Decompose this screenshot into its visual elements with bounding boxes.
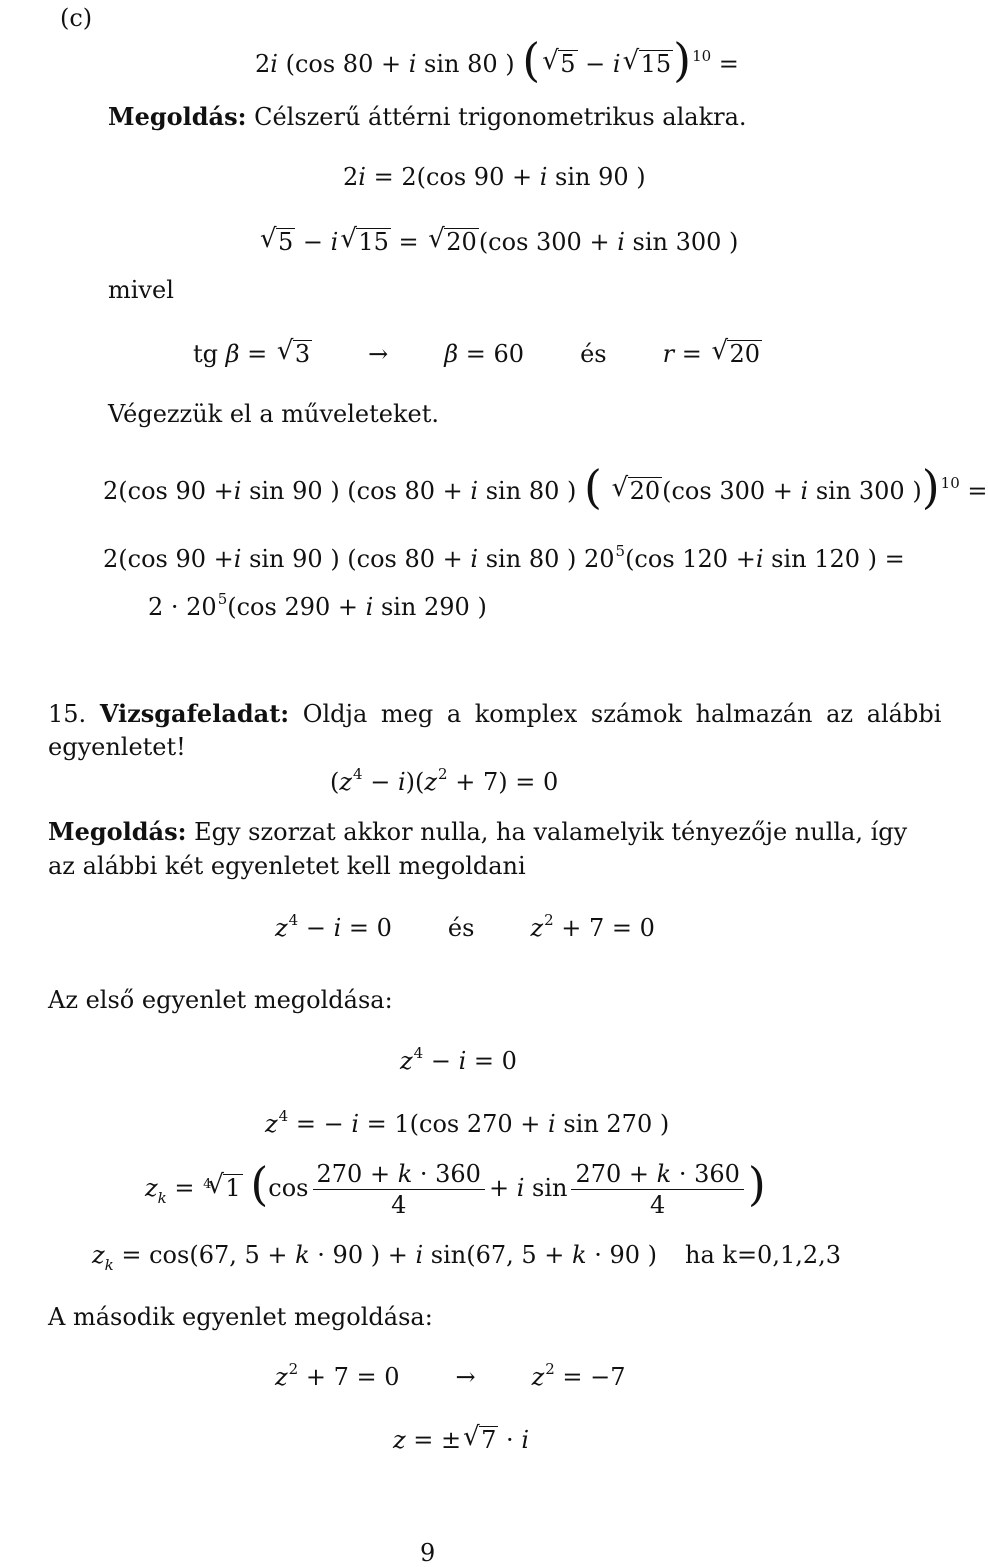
task-label: Vizsgafeladat: [99,699,290,728]
equation-first: $z^4 - i = 0$ [400,1044,517,1075]
equation-c-task: 2i (cos 80 + i sin 80 ) (√ 5 − i√ 15)$^{10}$ = [255,42,739,81]
solution-15 [48,818,907,846]
equation-tg: tg β = √ 3 → β = 60 és r = √ 20 [193,340,762,368]
task-15 [48,700,941,728]
solution-label-15: Megoldás: [48,817,187,846]
equation-product-2: 2(cos 90 +i sin 90 ) (cos 80 + i sin 80 ) $20^5(\cos$ 120 +i sin 120 ) = [103,542,905,573]
solution-15-text: Egy szorzat akkor nulla, ha valamelyik tényezője nulla, így [194,818,908,846]
page-number: 9 [420,1539,436,1567]
equation-polar: √ 5 − i√ 15 = √ 20(cos 300 + i sin 300 ) [258,228,738,256]
part-label: (c) [60,4,93,32]
solution-text: Célszerű áttérni trigonometrikus alakra. [254,103,747,131]
equation-2i: 2i = 2(cos 90 + i sin 90 ) [343,163,646,191]
task-number: 15. [48,700,87,728]
equation-product: 2(cos 90 +i sin 90 ) (cos 80 + i sin 80 ) ( √ 20(cos 300 + i sin 300 ))$^{10}$ = [103,469,988,508]
equation-zk: $z_k = \cos(67$, 5 + k · 90 ) + i sin(67, 5 + k · 90 ) ha k=0,1,2,3 [92,1241,842,1274]
es-label-2: és [447,914,475,942]
equation-second-result: z = ±√ 7 · i [393,1426,529,1454]
equation-zk-root: $z_k = ^4√$ 1 (cos $\frac{270 + k \cdot 360}{4}$ + i sin $\frac{270 + k \cdot 360}{4}$ ) [145,1159,766,1220]
equation-task: $(z^4 - i)(z^2 + 7) = 0$ [330,765,559,796]
equation-second: $z^2 + 7 = 0 \to z^2 = -7$ [275,1360,626,1391]
vegezzuk-text: Végezzük el a műveleteket. [108,400,439,428]
solution-label: Megoldás: [108,102,247,131]
solution-15-text-2: az alábbi két egyenletet kell megoldani [48,852,526,880]
second-eq-label: A második egyenlet megoldása: [48,1303,433,1331]
equation-result: $2 \cdot 20^5(\cos$ 290 + i sin 290 ) [148,590,487,621]
task-text: Oldja meg a komplex számok halmazán az alábbi [302,700,942,728]
k-values: ha k=0,1,2,3 [685,1241,842,1269]
first-eq-label: Az első egyenlet megoldása: [48,986,393,1014]
es-label: és [580,340,607,368]
equation-two: $z^4 - i = 0$ és $z^2 + 7 = 0$ [275,911,655,942]
task-text-2: egyenletet! [48,733,186,761]
equation-first-polar: $z^4$ = − i = 1(cos 270 + i sin 270 ) [265,1107,670,1138]
solution-intro [108,103,747,131]
mivel-label: mivel [108,276,174,304]
